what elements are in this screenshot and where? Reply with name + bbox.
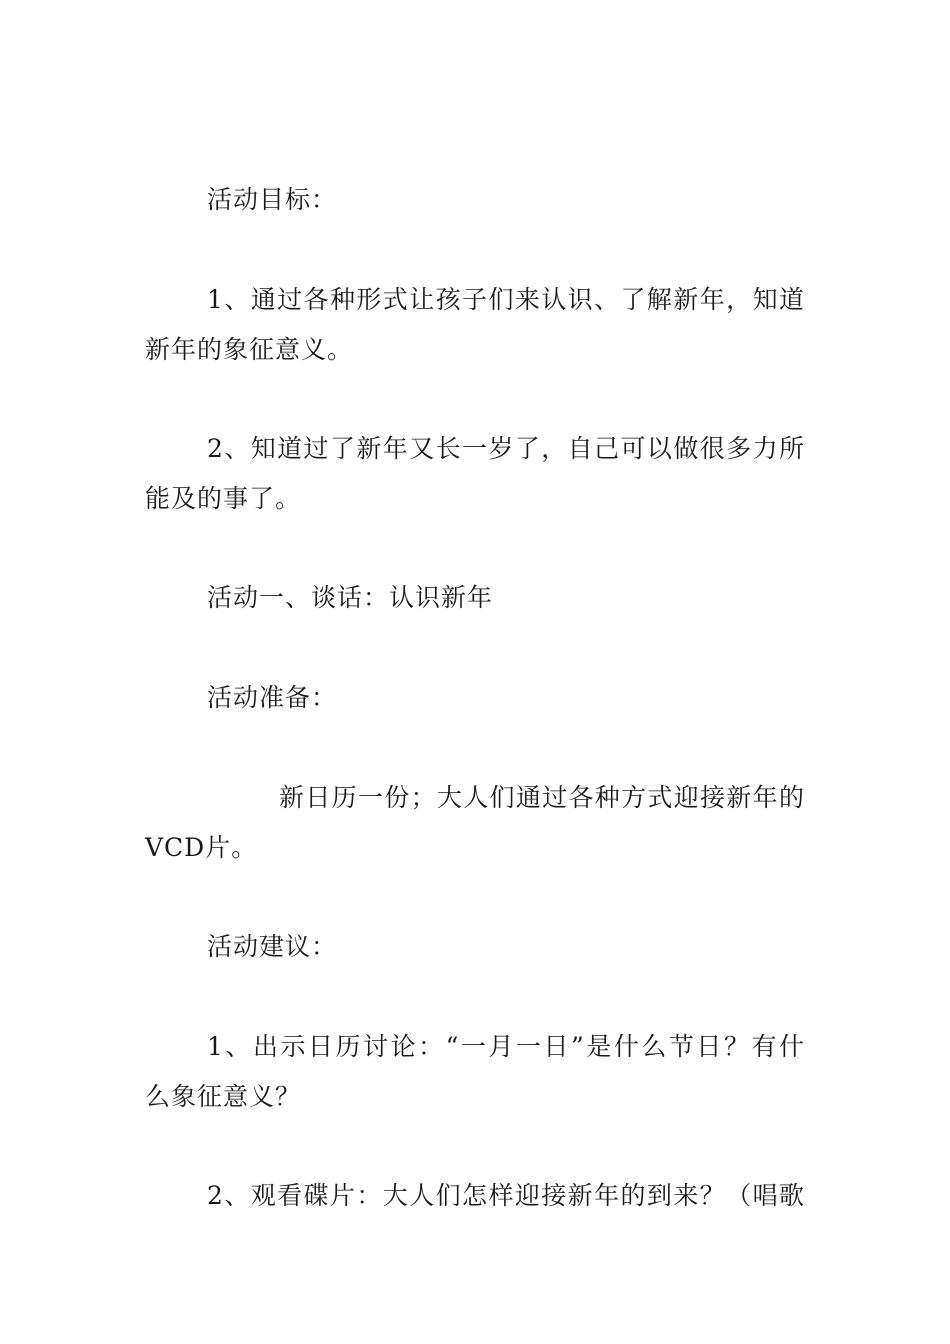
preparation-body [145,773,805,873]
suggestion-item-1 [145,1022,805,1122]
preparation-heading [145,673,805,723]
paragraph-line: 活动目标： [207,185,338,214]
suggestion-item-2 [145,1171,805,1221]
paragraph-line: 新日历一份；大人们通过各种方式迎接新年的 [279,783,805,812]
activity-1-heading [145,573,805,623]
goal-item-2 [145,424,805,524]
paragraph-line: 2、观看碟片：大人们怎样迎接新年的到来？（唱歌 [207,1181,805,1210]
paragraph-line: 新年的象征意义。 [145,335,354,364]
paragraph-line: 2、知道过了新年又长一岁了，自己可以做很多力所 [207,434,805,463]
paragraph-line: 活动建议： [207,932,338,961]
paragraph-line: 1、出示日历讨论：“一月一日”是什么节日？有什 [207,1032,805,1061]
paragraph-line: VCD片。 [145,833,258,862]
goals-heading [145,175,805,225]
paragraph-line: 能及的事了。 [145,484,302,513]
paragraph-line: 活动一、谈话：认识新年 [207,583,494,612]
goal-item-1 [145,275,805,375]
suggestions-heading [145,922,805,972]
paragraph-line: 活动准备： [207,683,338,712]
paragraph-line: 么象征意义？ [145,1082,302,1111]
paragraph-line: 1、通过各种形式让孩子们来认识、了解新年，知道 [207,285,805,314]
